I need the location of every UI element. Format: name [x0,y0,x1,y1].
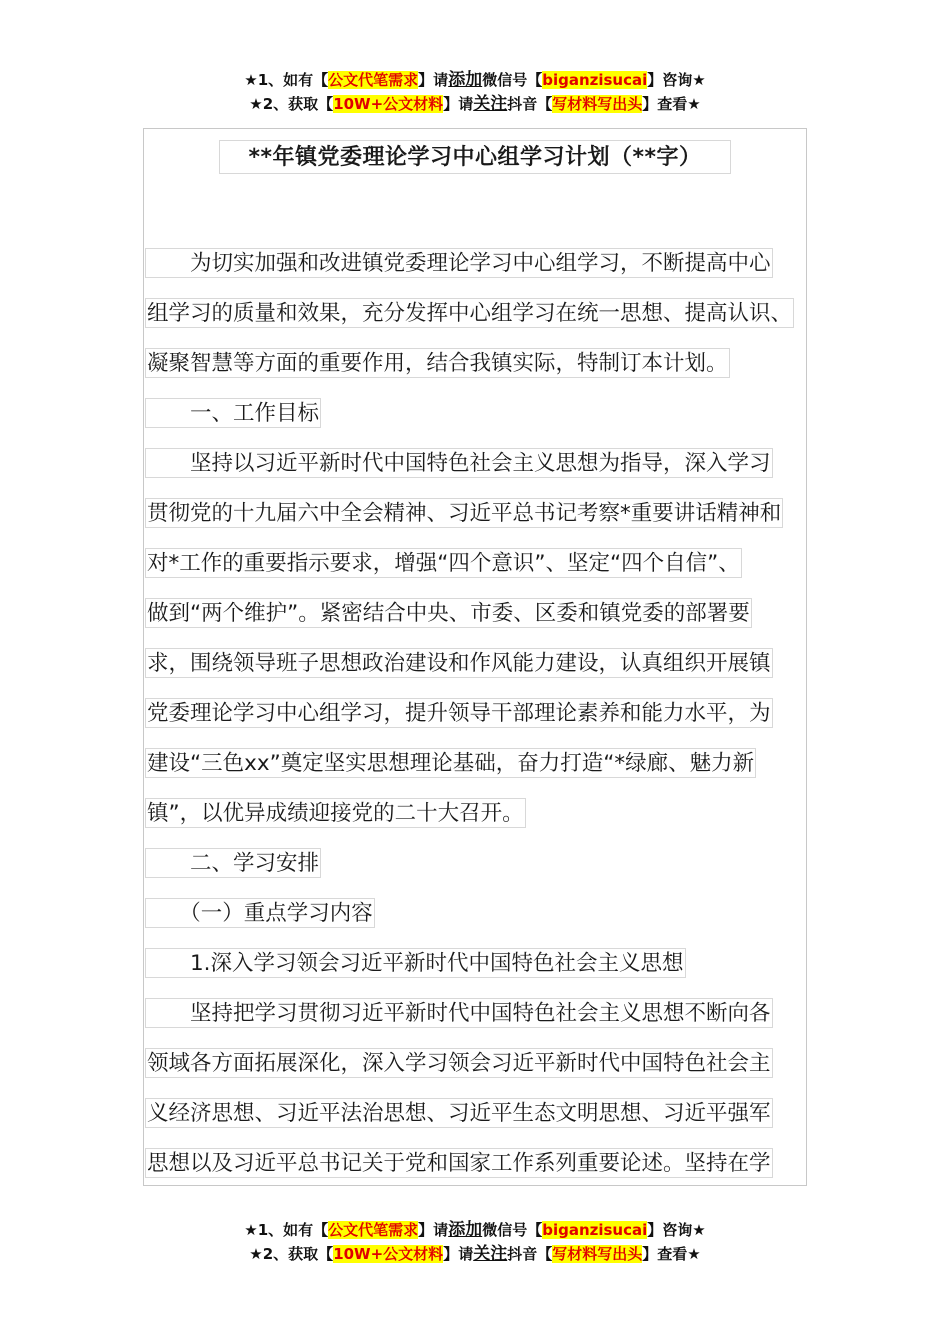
highlight-douyin-id: 写材料写出头 [552,1245,643,1263]
body-line: 镇”，以优异成绩迎接党的二十大召开。 [145,798,526,828]
highlight-service: 公文代笔需求 [328,71,419,89]
body-line: 领域各方面拓展深化，深入学习领会习近平新时代中国特色社会主 [145,1048,773,1078]
highlight-douyin-id: 写材料写出头 [552,95,643,113]
body-line: 求，围绕领导班子思想政治建设和作风能力建设，认真组织开展镇 [145,648,773,678]
body-line: 坚持以习近平新时代中国特色社会主义思想为指导，深入学习 [145,448,773,478]
body-line: 做到“两个维护”。紧密结合中央、市委、区委和镇党委的部署要 [145,598,752,628]
document-body [145,244,815,1194]
item-heading: 1.深入学习领会习近平新时代中国特色社会主义思想 [145,948,686,978]
promo-banner-top [0,68,950,116]
highlight-wechat-id: biganzisucai [542,1221,648,1239]
highlight-service: 公文代笔需求 [328,1221,419,1239]
body-line: 为切实加强和改进镇党委理论学习中心组学习，不断提高中心 [145,248,773,278]
subsection-heading: （一）重点学习内容 [145,898,375,928]
promo-line-1: ★1、如有【公文代笔需求】请添加微信号【biganzisucai】咨询★ [244,1220,706,1240]
body-line: 思想以及习近平总书记关于党和国家工作系列重要论述。坚持在学 [145,1148,773,1178]
body-line: 对*工作的重要指示要求，增强“四个意识”、坚定“四个自信”、 [145,548,742,578]
promo-line-2: ★2、获取【10W+公文材料】请关注抖音【写材料写出头】查看★ [249,1244,701,1264]
body-line: 义经济思想、习近平法治思想、习近平生态文明思想、习近平强军 [145,1098,773,1128]
body-line: 贯彻党的十九届六中全会精神、习近平总书记考察*重要讲话精神和 [145,498,783,528]
highlight-materials: 10W+公文材料 [333,1245,444,1263]
body-line: 建设“三色xx”奠定坚实思想理论基础，奋力打造“*绿廊、魅力新 [145,748,756,778]
section-heading: 一、工作目标 [145,398,321,428]
body-line: 凝聚智慧等方面的重要作用，结合我镇实际，特制订本计划。 [145,348,730,378]
promo-line-1: ★1、如有【公文代笔需求】请添加微信号【biganzisucai】咨询★ [244,70,706,90]
section-heading: 二、学习安排 [145,848,321,878]
body-line: 组学习的质量和效果，充分发挥中心组学习在统一思想、提高认识、 [145,298,794,328]
body-line: 坚持把学习贯彻习近平新时代中国特色社会主义思想不断向各 [145,998,773,1028]
body-line: 党委理论学习中心组学习，提升领导干部理论素养和能力水平，为 [145,698,773,728]
highlight-wechat-id: biganzisucai [542,71,648,89]
document-title: **年镇党委理论学习中心组学习计划（**字） [219,140,731,174]
promo-line-2: ★2、获取【10W+公文材料】请关注抖音【写材料写出头】查看★ [249,94,701,114]
highlight-materials: 10W+公文材料 [333,95,444,113]
promo-banner-bottom [0,1218,950,1266]
